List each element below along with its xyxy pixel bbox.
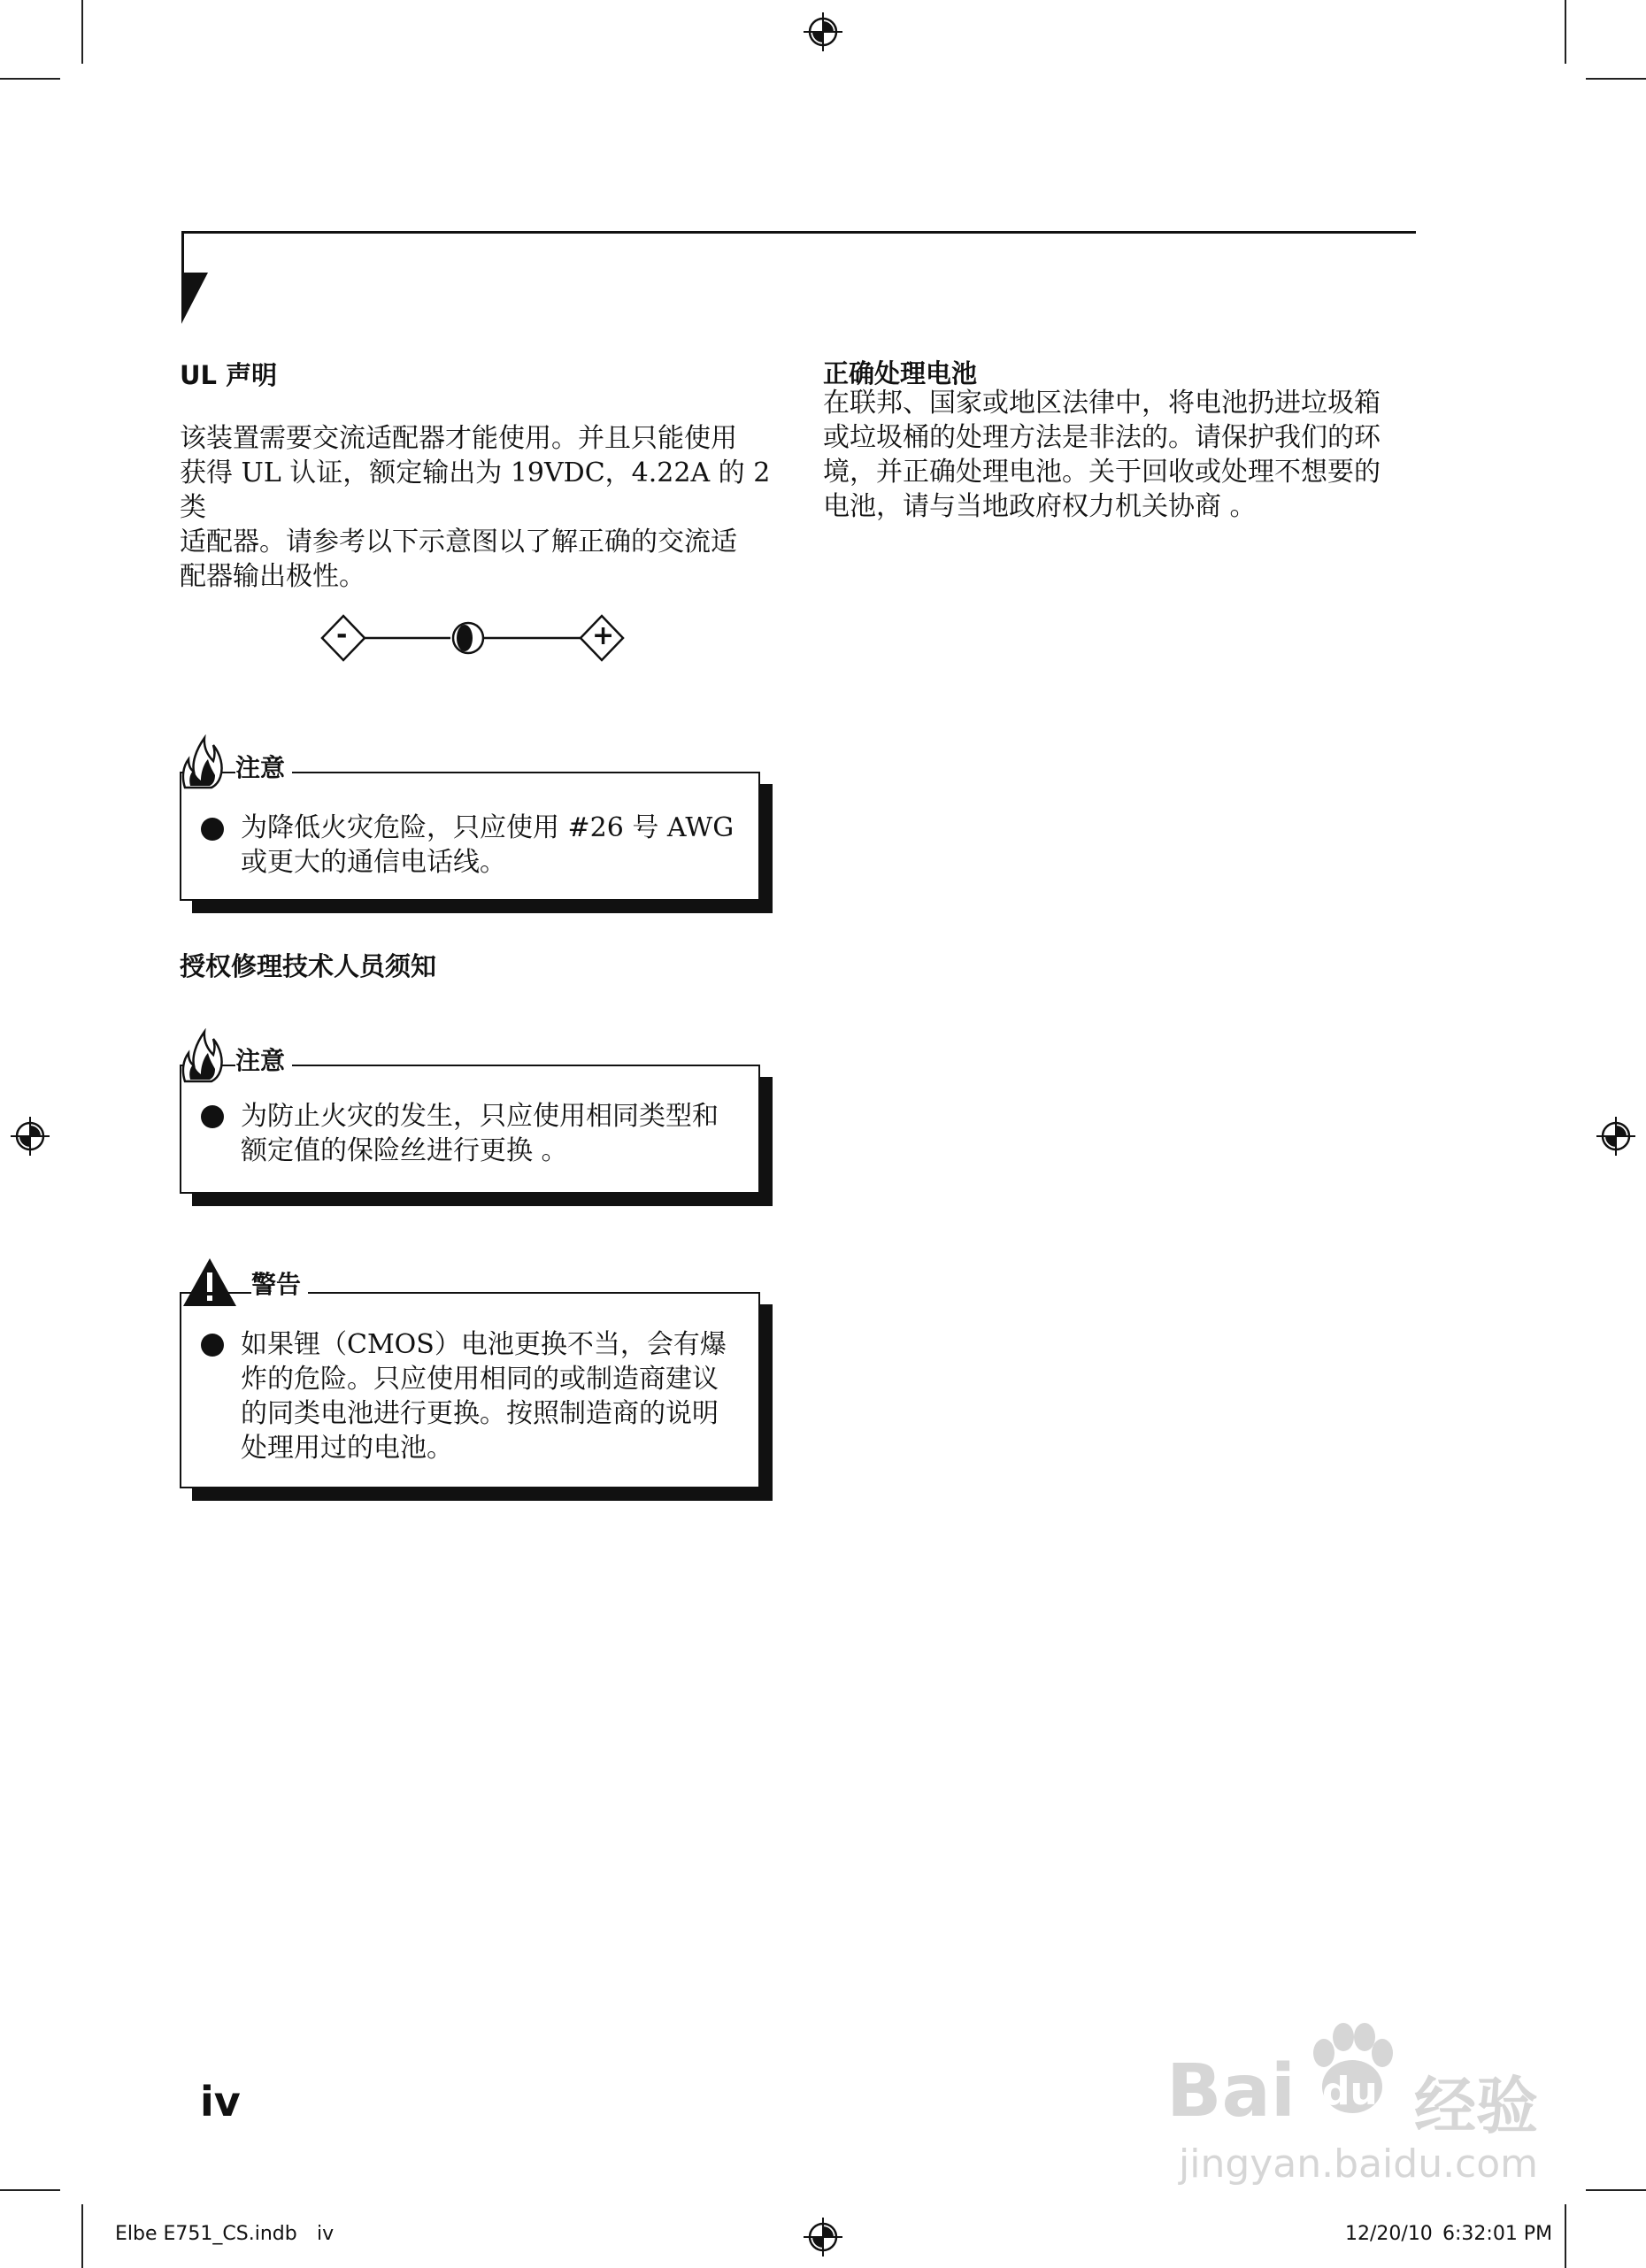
footer-time: 6:32:01 PM: [1442, 2223, 1553, 2245]
fire-caution-icon: [180, 734, 226, 789]
crop-mark: [1565, 0, 1566, 64]
warning-line: 如果锂（CMOS）电池更换不当，会有爆: [241, 1329, 727, 1360]
crop-mark: [0, 2189, 60, 2191]
bullet-icon: [201, 1105, 224, 1128]
registration-mark-icon: [804, 2218, 842, 2256]
paragraph-line: 获得 UL 认证，额定输出为 19VDC，4.22A 的 2 类: [180, 457, 771, 523]
registration-mark-icon: [1596, 1117, 1635, 1156]
ul-heading: UL 声明: [180, 360, 278, 390]
paragraph-line: 该装置需要交流适配器才能使用。并且只能使用: [180, 423, 737, 454]
paragraph-line: 电池，请与当地政府权力机关协商 。: [823, 491, 1257, 522]
caution-label: 注意: [235, 749, 292, 784]
ul-paragraph: [180, 421, 781, 594]
warning-text: [241, 1327, 754, 1465]
plus-symbol: +: [592, 620, 615, 651]
battery-heading: 正确处理电池: [823, 358, 978, 388]
paragraph-line: 或垃圾桶的处理方法是非法的。请保护我们的环: [823, 422, 1381, 453]
warning-line: 处理用过的电池。: [241, 1433, 453, 1464]
fire-caution-icon: [180, 1028, 226, 1083]
footer-date: 12/20/10: [1345, 2223, 1433, 2245]
paragraph-line: 在联邦、国家或地区法律中，将电池扔进垃圾箱: [823, 388, 1381, 419]
caution-text: [241, 1099, 754, 1168]
paragraph-line: 配器输出极性。: [180, 561, 365, 592]
header-rule: [181, 231, 1416, 234]
footer-page-ref: iv: [317, 2223, 335, 2245]
page-number: iv: [200, 2078, 241, 2126]
crop-mark: [0, 78, 60, 80]
crop-mark: [81, 2204, 83, 2268]
bullet-icon: [201, 818, 224, 841]
service-heading: 授权修理技术人员须知: [180, 951, 437, 981]
warning-line: 炸的危险。只应使用相同的或制造商建议: [241, 1364, 719, 1395]
crop-mark: [1586, 2189, 1646, 2191]
caution-line: 额定值的保险丝进行更换 。: [241, 1135, 568, 1166]
baidu-watermark: [1166, 2018, 1582, 2195]
bullet-icon: [201, 1334, 224, 1357]
crop-mark: [1565, 2204, 1566, 2268]
header-rule-corner: [181, 231, 184, 275]
caution-line: 为降低火灾危险，只应使用 #26 号 AWG: [241, 812, 735, 843]
watermark-brand-suffix: 经验: [1414, 2070, 1538, 2142]
battery-paragraph: [823, 386, 1425, 524]
caution-label: 注意: [235, 1042, 292, 1077]
registration-mark-icon: [11, 1117, 50, 1156]
header-wedge: [181, 273, 208, 324]
registration-mark-icon: [804, 12, 842, 51]
paragraph-line: 适配器。请参考以下示意图以了解正确的交流适: [180, 527, 737, 557]
minus-symbol: -: [336, 619, 348, 650]
polarity-diagram: [320, 612, 630, 664]
warning-line: 的同类电池进行更换。按照制造商的说明: [241, 1398, 719, 1429]
crop-mark: [1586, 78, 1646, 80]
crop-mark: [81, 0, 83, 64]
caution-line: 为防止火灾的发生，只应使用相同类型和: [241, 1101, 719, 1132]
footer-file-name: Elbe E751_CS.indb: [115, 2223, 297, 2245]
warning-label: 警告: [251, 1265, 308, 1301]
watermark-brand: Bai: [1166, 2049, 1296, 2133]
warning-triangle-icon: [181, 1257, 238, 1308]
watermark-paw-text: du: [1322, 2069, 1378, 2114]
caution-text: [241, 811, 754, 880]
watermark-url: jingyan.baidu.com: [1179, 2141, 1539, 2187]
caution-line: 或更大的通信电话线。: [241, 847, 506, 878]
paragraph-line: 境，并正确处理电池。关于回收或处理不想要的: [823, 457, 1381, 488]
